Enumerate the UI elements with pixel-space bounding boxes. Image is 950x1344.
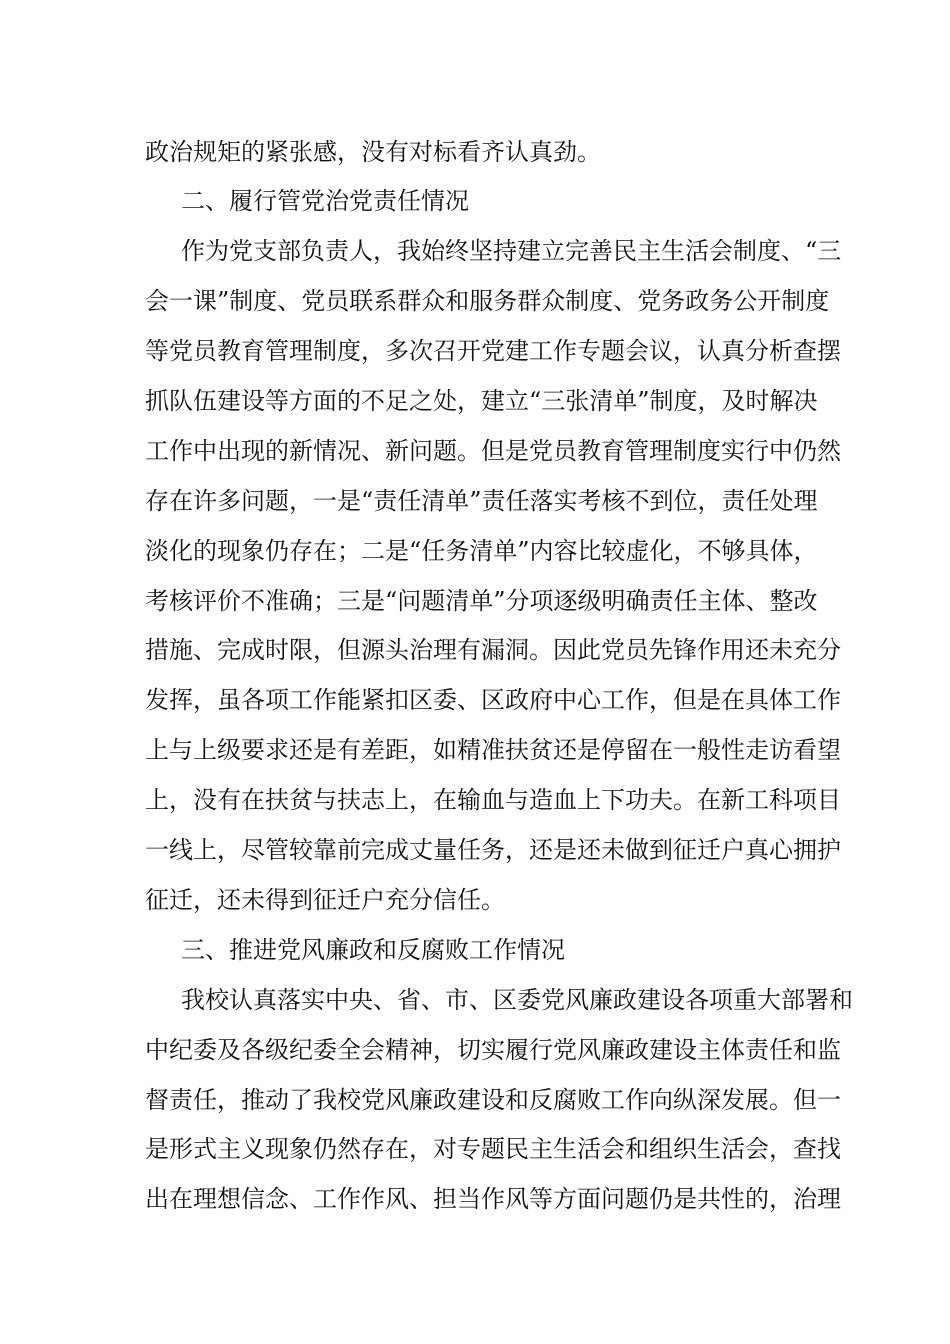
text-line: 作为党支部负责人，我始终坚持建立完善民主生活会制度、“三 (181, 237, 842, 265)
text-line: 淡化的现象仍存在；二是“任务清单”内容比较虚化，不够具体， (145, 537, 818, 565)
text-line: 一线上，尽管较靠前完成丈量任务，还是还未做到征迁户真心拥护 (145, 836, 841, 864)
text-line: 等党员教育管理制度，多次召开党建工作专题会议，认真分析查摆 (145, 337, 841, 365)
text-line: 政治规矩的紧张感，没有对标看齐认真劲。 (145, 138, 601, 166)
text-line: 中纪委及各级纪委全会精神，切实履行党风廉政建设主体责任和监 (145, 1036, 841, 1064)
text-line: 我校认真落实中央、省、市、区委党风廉政建设各项重大部署和 (181, 986, 853, 1014)
text-line: 会一课”制度、党员联系群众和服务群众制度、党务政务公开制度 (145, 287, 830, 315)
text-line: 上，没有在扶贫与扶志上，在输血与造血上下功夫。在新工科项目 (145, 786, 841, 814)
text-line: 工作中出现的新情况、新问题。但是党员教育管理制度实行中仍然 (145, 437, 841, 465)
section-heading: 二、履行管党治党责任情况 (181, 187, 469, 215)
section-heading: 三、推进党风廉政和反腐败工作情况 (181, 936, 565, 964)
text-line: 考核评价不准确；三是“问题清单”分项逐级明确责任主体、整改 (145, 587, 818, 615)
text-line: 抓队伍建设等方面的不足之处，建立“三张清单”制度，及时解决 (145, 387, 818, 415)
text-line: 督责任，推动了我校党风廉政建设和反腐败工作向纵深发展。但一 (145, 1086, 841, 1114)
text-line: 上与上级要求还是有差距，如精准扶贫还是停留在一般性走访看望 (145, 736, 841, 764)
text-line: 征迁，还未得到征迁户充分信任。 (145, 886, 505, 914)
text-line: 出在理想信念、工作作风、担当作风等方面问题仍是共性的，治理 (145, 1185, 841, 1213)
text-line: 措施、完成时限，但源头治理有漏洞。因此党员先锋作用还未充分 (145, 636, 841, 664)
text-line: 存在许多问题，一是“责任清单”责任落实考核不到位，责任处理 (145, 487, 818, 515)
text-line: 是形式主义现象仍然存在，对专题民主生活会和组织生活会，查找 (145, 1135, 841, 1163)
text-line: 发挥，虽各项工作能紧扣区委、区政府中心工作，但是在具体工作 (145, 686, 841, 714)
